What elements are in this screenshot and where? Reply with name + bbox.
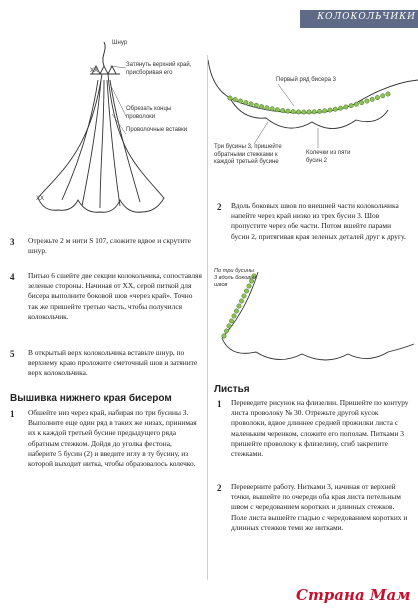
bead xyxy=(229,319,233,323)
bead xyxy=(323,109,327,113)
bead xyxy=(244,100,248,104)
bead xyxy=(242,294,246,298)
bead xyxy=(291,109,295,113)
step-text: Обшейте низ через край, набирая по три бусины 3. Выполните еще один ряд в таких же низах, принимая их к каждой третьей бусине предыдущего ряда обратным стежком. Дойдя до уголка фестона, наберите 5 бусин (2) и введите иглу в ту бусину, из которой выходит нитка, чтобы образовалось колечко. xyxy=(28,408,197,469)
bead xyxy=(237,304,241,308)
step-text: Отрежьте 2 м нити S 107, сложите вдвое и скрутите шнур. xyxy=(28,236,191,256)
label-tighten: Затянуть верхний край, присборивая его xyxy=(126,62,192,76)
bead xyxy=(328,108,332,112)
bead xyxy=(381,94,385,98)
bead xyxy=(233,97,237,101)
bead xyxy=(254,103,258,107)
bead xyxy=(307,110,311,114)
mark-xx-top: XX xyxy=(90,68,99,74)
bead xyxy=(227,324,231,328)
bead xyxy=(244,289,248,293)
step-text: Переверните работу. Нитками 3, начиная от верхней точки, вышейте по очереди оба края листа петельным швом с чередованием коротких и длинных стежков. Поле листа вышейте гладью с чередованием коротких и длинных стежков теми же нитками. xyxy=(231,482,408,532)
bead xyxy=(349,103,353,107)
bell-outline xyxy=(38,74,164,212)
bead xyxy=(386,92,390,96)
bead xyxy=(249,102,253,106)
bead xyxy=(239,299,243,303)
bead xyxy=(228,96,232,100)
bead xyxy=(280,108,284,112)
bead-edge-figure xyxy=(208,40,418,190)
section-heading: Вышивка нижнего края бисером xyxy=(10,393,172,404)
step-number: 3 xyxy=(10,237,15,247)
section-heading: Листья xyxy=(214,384,250,395)
bead xyxy=(302,110,306,114)
bead xyxy=(365,99,369,103)
bead xyxy=(354,102,358,106)
bead xyxy=(312,110,316,114)
bead xyxy=(317,109,321,113)
bead xyxy=(286,109,290,113)
bead xyxy=(296,110,300,114)
step-number: 4 xyxy=(10,272,15,282)
step-number: 2 xyxy=(217,483,222,493)
bead xyxy=(234,309,238,313)
bead xyxy=(265,106,269,110)
bead-row xyxy=(228,92,390,114)
step-text: Вдоль боковых швов по внешней части колокольчика напейте через край низко из трех бусин 3. Шов пропустите через обе части. Потом вшейте парами бусин 2, притягивая края зеленых деталей друг к другу. xyxy=(231,201,406,241)
bead xyxy=(275,108,279,112)
bead xyxy=(359,100,363,104)
step-number: 5 xyxy=(10,349,15,359)
bead xyxy=(333,107,337,111)
label-cord: Шнур xyxy=(112,40,128,46)
bead xyxy=(238,99,242,103)
step-number: 1 xyxy=(217,399,222,409)
page-header-title: КОЛОКОЛЬЧИКИ xyxy=(317,12,416,22)
bead xyxy=(338,106,342,110)
step-text: В открытый верх колокольчика вставьте шнур, по верхнему краю проложите сметочный шов и затяните верх колокольчика. xyxy=(28,348,198,378)
step-text: Питью 6 сшейте две секции колокольчика, сопоставляя зеленые стороны. Начиная от XX, серой питкой для бисера выполните боковой шов «через край». Точно так же пришейте третью часть, чтобы получился колокольчик. xyxy=(28,271,202,321)
bead xyxy=(259,104,263,108)
label-wire-inserts: Проволочные вставки xyxy=(126,127,188,133)
watermark: Страна Мам xyxy=(296,586,411,604)
bead xyxy=(270,107,274,111)
label-trim-wire: Обрезать концы проволоки xyxy=(126,106,172,120)
step-number: 1 xyxy=(10,409,15,419)
label-three-beads-side: По три бусины 3 вдоль боковых швов xyxy=(214,268,258,288)
mark-xx-bottom: XX xyxy=(36,196,45,202)
bead xyxy=(344,105,348,109)
step-number: 2 xyxy=(217,202,222,212)
bead xyxy=(370,97,374,101)
bead xyxy=(224,329,228,333)
label-three-beads: Три бусины 3, пришейте обратными стежками к каждой третьей бусине xyxy=(214,144,282,165)
bead xyxy=(222,334,226,338)
bead xyxy=(232,314,236,318)
label-five-bead-loops: Колечки из пяти бусин 2 xyxy=(306,150,351,164)
label-first-row: Первый ряд бисера 3 xyxy=(276,77,336,83)
bead xyxy=(375,95,379,99)
step-text: Переведите рисунок на флизелин. Пришейте по контуру листа проволоку № 30. Отрежьте другой кусок проволоки, вдвое длиннее средней прожилки листа с маленьким черенком, сложите его пополам. Питками 3 пришейте проволоку к флизелину, сгиб закрепите стежками. xyxy=(231,398,409,459)
